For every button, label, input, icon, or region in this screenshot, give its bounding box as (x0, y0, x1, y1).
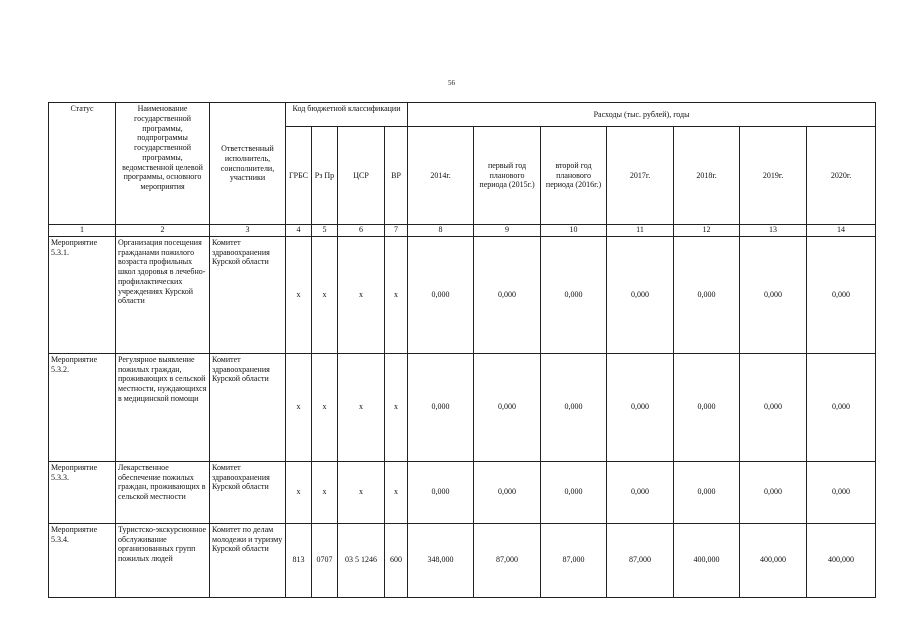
row-grbs: х (286, 236, 312, 353)
header-year-2015: первый год планового периода (2015г.) (474, 127, 541, 225)
column-number: 3 (210, 225, 286, 237)
header-status: Статус (49, 103, 116, 225)
row-value-2016: 0,000 (541, 236, 607, 353)
row-value-2019: 0,000 (740, 353, 807, 461)
row-rzpr: х (312, 461, 338, 523)
column-number: 12 (674, 225, 740, 237)
row-value-2019: 0,000 (740, 236, 807, 353)
column-number: 2 (116, 225, 210, 237)
column-number: 6 (338, 225, 385, 237)
header-budget-code: Код бюджетной классификации (286, 103, 408, 127)
table-row (49, 236, 876, 353)
row-grbs: х (286, 353, 312, 461)
row-value-2014: 0,000 (408, 236, 474, 353)
row-value-2015: 0,000 (474, 236, 541, 353)
row-status: Мероприятие 5.3.1. (49, 236, 116, 353)
column-number: 14 (807, 225, 876, 237)
column-numbers-row (49, 225, 876, 237)
row-value-2018: 400,000 (674, 523, 740, 597)
row-name: Лекарственное обеспечение пожилых граждан, проживающих в сельской местности (116, 461, 210, 523)
row-value-2015: 0,000 (474, 353, 541, 461)
row-executor: Комитет по делам молодежи и туризму Курской области (210, 523, 286, 597)
column-number: 10 (541, 225, 607, 237)
header-expenses: Расходы (тыс. рублей), годы (408, 103, 876, 127)
header-vr: ВР (385, 127, 408, 225)
header-year-2019: 2019г. (740, 127, 807, 225)
header-name: Наименование государственной программы, подпрограммы государственной программы, ведомственной целевой программы, основного мероприятия (116, 103, 210, 225)
row-value-2020: 400,000 (807, 523, 876, 597)
row-value-2017: 0,000 (607, 236, 674, 353)
row-vr: х (385, 461, 408, 523)
row-grbs: 813 (286, 523, 312, 597)
row-value-2016: 87,000 (541, 523, 607, 597)
row-csr: х (338, 461, 385, 523)
row-value-2017: 87,000 (607, 523, 674, 597)
row-rzpr: х (312, 353, 338, 461)
row-value-2019: 400,000 (740, 523, 807, 597)
row-executor: Комитет здравоохранения Курской области (210, 236, 286, 353)
row-value-2015: 0,000 (474, 461, 541, 523)
header-csr: ЦСР (338, 127, 385, 225)
row-rzpr: х (312, 236, 338, 353)
column-number: 9 (474, 225, 541, 237)
table-row (49, 461, 876, 523)
row-vr: х (385, 353, 408, 461)
column-number: 13 (740, 225, 807, 237)
row-value-2020: 0,000 (807, 461, 876, 523)
header-rzpr: Рз Пр (312, 127, 338, 225)
column-number: 4 (286, 225, 312, 237)
row-value-2019: 0,000 (740, 461, 807, 523)
header-executor: Ответственный исполнитель, соисполнители, участники (210, 103, 286, 225)
row-value-2017: 0,000 (607, 353, 674, 461)
row-status: Мероприятие 5.3.3. (49, 461, 116, 523)
header-year-2017: 2017г. (607, 127, 674, 225)
column-number: 8 (408, 225, 474, 237)
header-year-2018: 2018г. (674, 127, 740, 225)
row-csr: х (338, 236, 385, 353)
header-year-2016: второй год планового периода (2016г.) (541, 127, 607, 225)
header-row-1 (49, 103, 876, 127)
row-name: Регулярное выявление пожилых граждан, проживающих в сельской местности, нуждающихся в медицинской помощи (116, 353, 210, 461)
header-year-2020: 2020г. (807, 127, 876, 225)
row-vr: 600 (385, 523, 408, 597)
row-value-2014: 348,000 (408, 523, 474, 597)
header-year-2014: 2014г. (408, 127, 474, 225)
table-row (49, 353, 876, 461)
row-status: Мероприятие 5.3.2. (49, 353, 116, 461)
row-name: Организация посещения гражданами пожилого возраста профильных школ здоровья в лечебно-профилактических учреждениях Курской области (116, 236, 210, 353)
row-value-2015: 87,000 (474, 523, 541, 597)
row-value-2018: 0,000 (674, 461, 740, 523)
row-executor: Комитет здравоохранения Курской области (210, 353, 286, 461)
row-value-2016: 0,000 (541, 461, 607, 523)
row-executor: Комитет здравоохранения Курской области (210, 461, 286, 523)
row-value-2017: 0,000 (607, 461, 674, 523)
row-value-2018: 0,000 (674, 353, 740, 461)
column-number: 11 (607, 225, 674, 237)
budget-table (48, 102, 876, 598)
row-value-2016: 0,000 (541, 353, 607, 461)
row-grbs: х (286, 461, 312, 523)
row-status: Мероприятие 5.3.4. (49, 523, 116, 597)
row-value-2020: 0,000 (807, 236, 876, 353)
column-number: 5 (312, 225, 338, 237)
row-value-2014: 0,000 (408, 353, 474, 461)
column-number: 1 (49, 225, 116, 237)
header-grbs: ГРБС (286, 127, 312, 225)
row-value-2018: 0,000 (674, 236, 740, 353)
row-value-2014: 0,000 (408, 461, 474, 523)
row-rzpr: 0707 (312, 523, 338, 597)
column-number: 7 (385, 225, 408, 237)
table-row (49, 523, 876, 597)
row-vr: х (385, 236, 408, 353)
page-number: 56 (448, 79, 455, 87)
row-csr: 03 5 1246 (338, 523, 385, 597)
row-name: Туристско-экскурсионное обслуживание организованных групп пожилых людей (116, 523, 210, 597)
row-csr: х (338, 353, 385, 461)
row-value-2020: 0,000 (807, 353, 876, 461)
